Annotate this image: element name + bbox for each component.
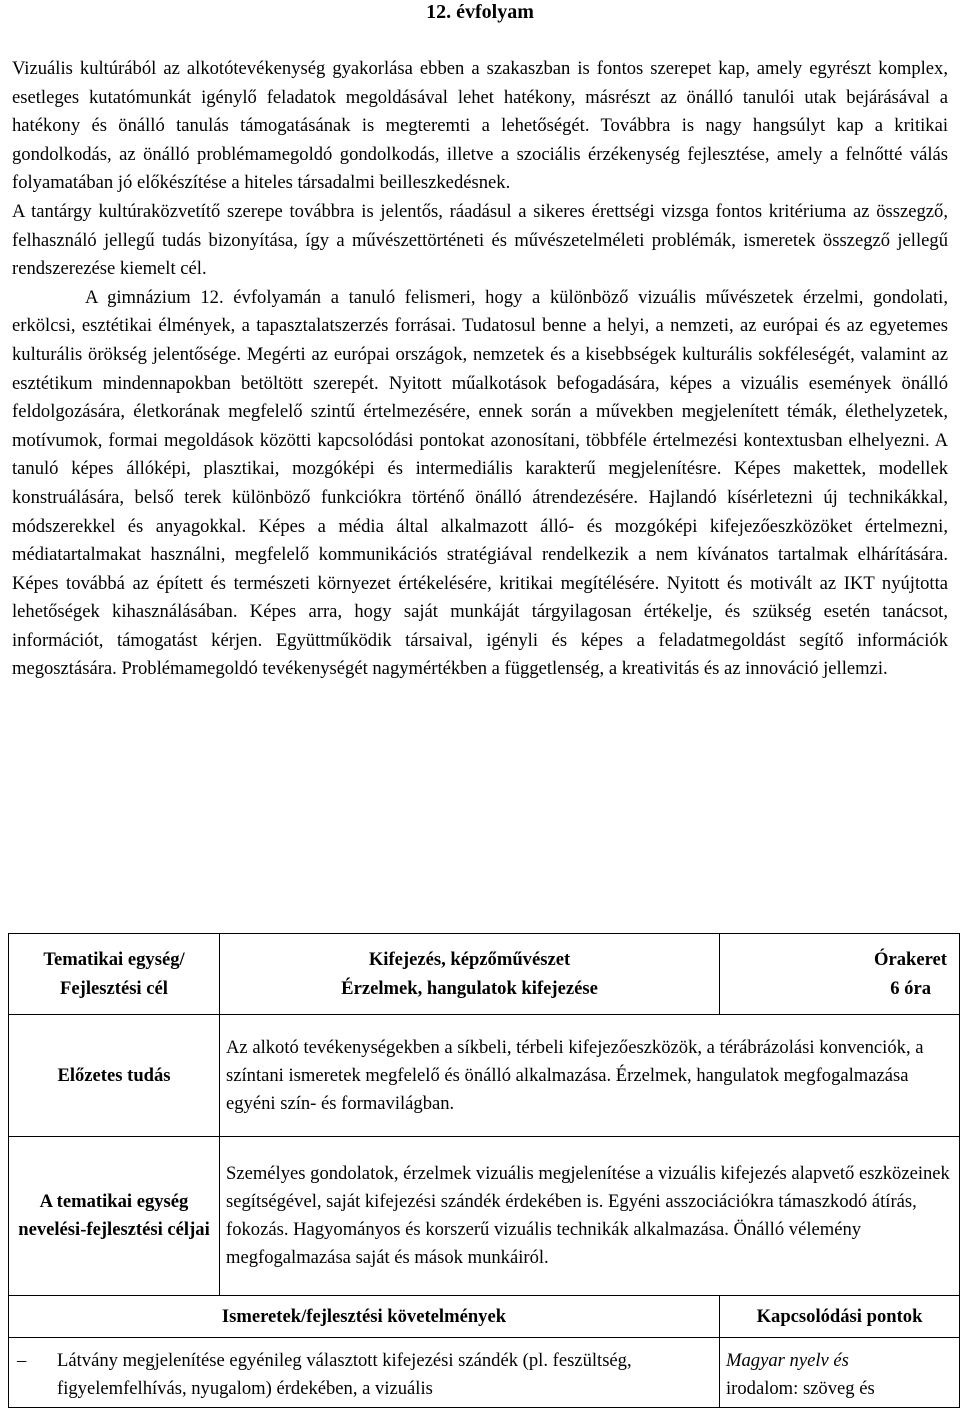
requirements-cell (9, 1338, 720, 1408)
goals-label: A tematikai egység nevelési-fejlesztési céljai (9, 1137, 220, 1296)
intro-paragraph-3: A gimnázium 12. évfolyamán a tanuló felismeri, hogy a különböző vizuális művészetek érzelmi, gondolati, erkölcsi, esztétikai élmények, a tapasztalatszerzés forrásai. Tudatosul benne a helyi, a nemzeti, az európai és az egyetemes kulturális örökség jelentősége. Megérti az európai országok, nemzetek és a kisebbségek kulturális sokféleségét, valamint az esztétikum mindennapokban betöltött szerepét. Nyitott műalkotások befogadására, képes a vizuális események önálló feldolgozására, életkorának megfelelő szintű értelmezésére, ennek során a művekben megjelenített témák, élethelyzetek, motívumok, formai megoldások közötti kapcsolódási pontokat azonosítani, többféle értelmezési kontextusban elhelyezni. A tanuló képes állóképi, plasztikai, mozgóképi és intermediális karakterű megjelenítésre. Képes makettek, modellek konstruálására, belső terek különböző funkciókra történő önálló átrendezésére. Hajlandó kísérletezni új technikákkal, módszerekkel és anyagokkal. Képes a média által alkalmazott álló- és mozgóképi kifejezőeszközöket értelmezni, médiatartalmakat használni, megfelelő kommunikációs stratégiával rendelkezik a nem kívánatos tartalmak elhárítására. Képes továbbá az épített és természeti környezet értékelésére, kritikai megítélésére. Nyitott és motivált az IKT nyújtotta lehetőségek kihasználásában. Képes arra, hogy saját munkáját tárgyilagosan értékelje, és szükség esetén tanácsot, információt, támogatást kérjen. Együttműködik társaival, igényli és képes a feladatmegoldást segítő információk megosztására. Problémamegoldó tevékenységét nagymértékben a függetlenség, a kreativitás és az innováció jellemzi. (12, 286, 948, 680)
links-header: Kapcsolódási pontok (720, 1296, 960, 1338)
intro-paragraph-2: A tantárgy kultúraközvetítő szerepe továbbra is jelentős, ráadásul a sikeres érettségi vizsga fontos kritériuma az összegző, felhasználó jellegű tudás bizonyítása, így a művészettörténeti és művészetelméleti problémák, ismeretek összegző jellegű rendszerezése kiemelt cél. (12, 200, 948, 280)
prior-knowledge-text: Az alkotó tevékenységekben a síkbeli, térbeli kifejezőeszközök, a térábrázolási konvenciók, a színtani ismeretek megfelelő és önálló alkalmazása. Érzelmek, hangulatok megfogalmazása egyéni szín- és formavilágban. (220, 1015, 960, 1137)
page-title: 12. évfolyam (426, 1, 534, 23)
curriculum-table (8, 933, 960, 1408)
requirements-header-row (9, 1296, 960, 1338)
link-topic: irodalom: szöveg és (726, 1377, 875, 1399)
prior-knowledge-row (9, 1015, 960, 1137)
unit-label-cell (9, 934, 220, 1015)
intro-text (12, 55, 948, 684)
intro-paragraph-1: Vizuális kultúrából az alkotótevékenység gyakorlása ebben a szakaszban is fontos szerepet kap, amely egyrészt komplex, esetleges kutatómunkát igénylő feladatok megoldásával lehet hatékony, másrészt az önálló tanulói utak bejárásával a hatékony és önálló tanulás támogatásának is megteremti a lehetőségét. Továbbra is nagy hangsúlyt kap a kritikai gondolkodás, az önálló problémamegoldó gondolkodás, illetve a szociális érzékenység fejlesztése, amely a felnőtté válás folyamatában jó előkészítése a hiteles társadalmi beilleszkedésnek. (12, 58, 948, 194)
unit-title-line1: Kifejezés, képzőművészet (368, 949, 571, 970)
list-item (17, 1347, 713, 1403)
unit-label-line1: Tematikai egység/ (43, 949, 185, 970)
link-subject: Magyar nyelv és (726, 1349, 849, 1371)
unit-title-line2: Érzelmek, hangulatok kifejezése (341, 978, 598, 999)
requirement-text: Látvány megjelenítése egyénileg választott kifejezési szándék (pl. feszültség, figyelemfelhívás, nyugalom) érdekében, a vizuális (57, 1349, 632, 1399)
requirements-header: Ismeretek/fejlesztési követelmények (9, 1296, 720, 1338)
goals-row (9, 1137, 960, 1296)
goals-text: Személyes gondolatok, érzelmek vizuális megjelenítése a vizuális kifejezés alapvető eszközeinek segítségével, saját kifejezési szándék érdekében is. Egyéni asszociációkra támaszkodó átírás, fokozás. Hagyományos és korszerű vizuális technikák alkalmazása. Önálló vélemény megfogalmazása saját és mások munkáiról. (220, 1137, 960, 1296)
hours-value: 6 óra (890, 978, 931, 999)
hours-cell (720, 934, 960, 1015)
prior-knowledge-label: Előzetes tudás (9, 1015, 220, 1137)
unit-title-cell (220, 934, 720, 1015)
links-cell (720, 1338, 960, 1408)
unit-label-line2: Fejlesztési cél (60, 978, 168, 999)
table-header-row (9, 934, 960, 1015)
bullet-dash: – (17, 1349, 27, 1371)
hours-label: Órakeret (874, 949, 947, 970)
requirements-row (9, 1338, 960, 1408)
